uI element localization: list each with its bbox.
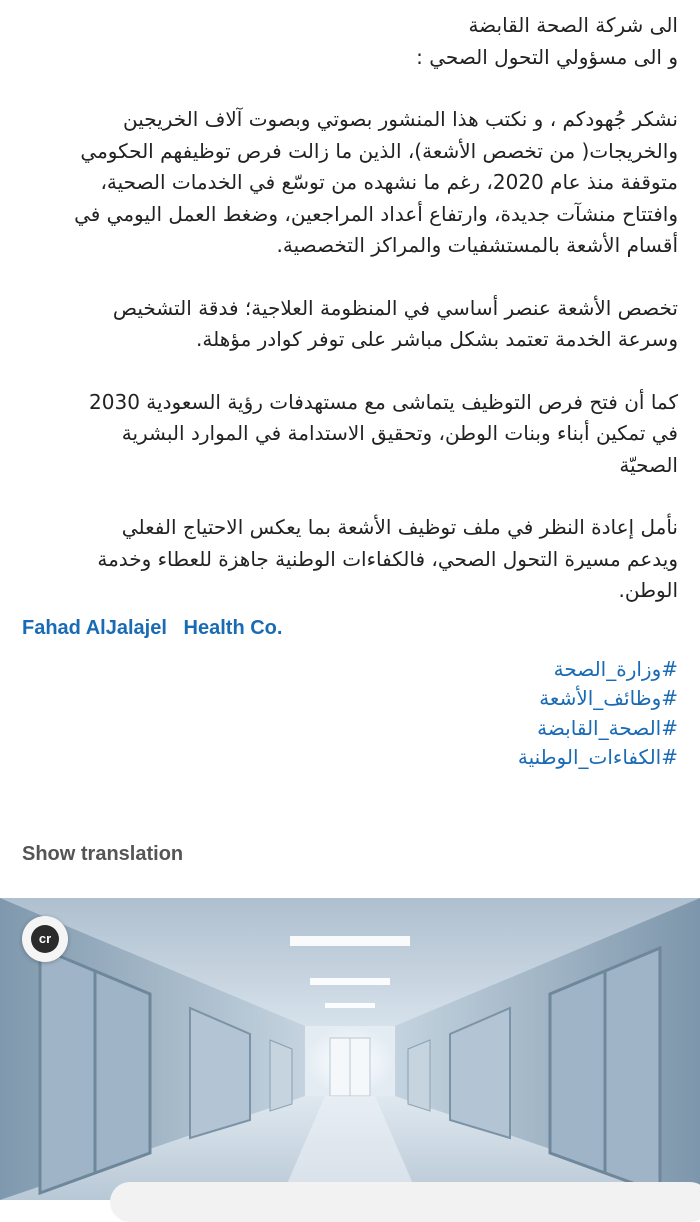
addressee-line: و الى مسؤولي التحول الصحي : — [416, 44, 678, 69]
hashtag-link[interactable]: #وظائف_الأشعة — [539, 686, 678, 710]
post-paragraph — [0, 293, 700, 356]
paragraph-line: أقسام الأشعة بالمستشفيات والمراكز التخصصية. — [276, 233, 678, 257]
paragraph-line: تخصص الأشعة عنصر أساسي في المنظومة العلاجية؛ فدقة التشخيص — [112, 295, 678, 320]
hashtag-link[interactable]: #الكفاءات_الوطنية — [517, 745, 678, 769]
post-mentions — [0, 613, 700, 643]
post-paragraph — [0, 512, 700, 607]
hashtag-list — [0, 655, 700, 773]
paragraph-line: نشكر جُهودكم ، و نكتب هذا المنشور بصوتي وبصوت آلاف الخريجين — [122, 107, 678, 131]
hashtag-link[interactable]: #وزارة_الصحة — [553, 656, 678, 681]
content-credentials-label: cr — [31, 925, 59, 953]
mention-link[interactable]: Fahad AlJalajel — [22, 616, 167, 639]
paragraph-line: ويدعم مسيرة التحول الصحي، فالكفاءات الوطنية جاهزة للعطاء وخدمة — [97, 546, 678, 571]
paragraph-line: الصحيّة — [619, 452, 678, 477]
paragraph-line: كما أن فتح فرص التوظيف يتماشى مع مستهدفات رؤية السعودية 2030 — [89, 389, 678, 414]
hashtag-link[interactable]: #الصحة_القابضة — [537, 715, 678, 740]
hospital-corridor-image — [0, 898, 700, 1200]
mention-link[interactable]: Health Co. — [183, 616, 283, 639]
paragraph-line: والخريجات( من تخصص الأشعة)، الذين ما زالت فرص توظيفهم الحكومي — [80, 138, 678, 163]
post-paragraph — [0, 387, 700, 482]
addressee-line: الى شركة الصحة القابضة — [468, 13, 678, 37]
paragraph-line: في تمكين أبناء وبنات الوطن، وتحقيق الاستدامة في الموارد البشرية — [121, 421, 678, 445]
paragraph-line: وافتتاح منشآت جديدة، وارتفاع أعداد المراجعين، وضغط العمل اليومي في — [74, 201, 678, 226]
paragraph-line: الوطن. — [618, 578, 678, 602]
post-image[interactable] — [0, 898, 700, 1200]
post-paragraph — [0, 104, 700, 262]
post-addressee — [0, 10, 700, 73]
show-translation-button[interactable]: Show translation — [22, 843, 184, 865]
paragraph-line: وسرعة الخدمة تعتمد بشكل مباشر على توفر كوادر مؤهلة. — [196, 327, 678, 351]
paragraph-line: نأمل إعادة النظر في ملف توظيف الأشعة بما يعكس الاحتياج الفعلي — [121, 515, 678, 539]
reply-input[interactable] — [110, 1182, 700, 1222]
paragraph-line: متوقفة منذ عام 2020، رغم ما نشهده من توسّع في الخدمات الصحية، — [100, 170, 678, 194]
content-credentials-icon[interactable] — [22, 916, 68, 962]
